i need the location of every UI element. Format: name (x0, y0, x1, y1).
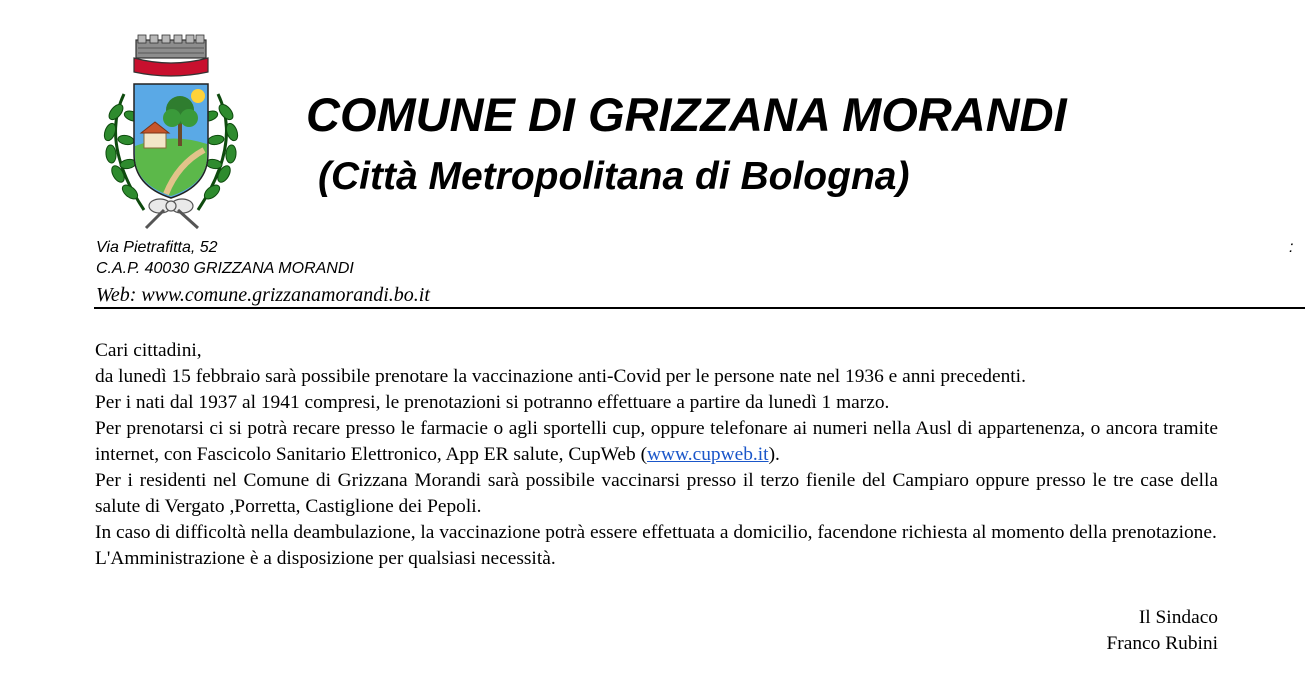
municipal-coat-of-arms (94, 34, 248, 230)
address-cap: C.A.P. 40030 GRIZZANA MORANDI (96, 260, 354, 277)
cupweb-link[interactable]: www.cupweb.it (647, 444, 769, 465)
letter-paragraph-4: Per i residenti nel Comune di Grizzana Morandi sarà possibile vaccinarsi presso il terzo fienile del Campiaro oppure presso le tre case della salute di Vergato ,Porretta, Castiglione dei Pepoli. (95, 470, 1218, 517)
mural-crown-icon (134, 35, 208, 76)
letter-greeting: Cari cittadini, (95, 340, 202, 361)
header-divider (94, 307, 1305, 309)
letter-line-1: da lunedì 15 febbraio sarà possibile prenotare la vaccinazione anti-Covid per le persone nate nel 1936 e anni precedenti. (95, 366, 1026, 387)
signature-block (1107, 605, 1219, 657)
letter-paragraph-6: L'Amministrazione è a disposizione per qualsiasi necessità. (95, 548, 556, 569)
address-web: Web: www.comune.grizzanamorandi.bo.it (96, 284, 430, 306)
letter-body (95, 338, 1218, 572)
signature-role: Il Sindaco (1138, 607, 1218, 628)
signature-name: Franco Rubini (1106, 633, 1218, 654)
letter-paragraph-3 (95, 416, 1218, 468)
paragraph-3-text: Per prenotarsi ci si potrà recare presso le farmacie o agli sportelli cup, oppure telefonare ai numeri nella Ausl di appartenenza, o ancora tramite internet, con Fascicolo Sanitario Elettronico, App ER salute, CupWeb ( (95, 418, 1218, 465)
address-street: Via Pietrafitta, 52 (96, 239, 218, 256)
page-title: COMUNE DI GRIZZANA MORANDI (306, 88, 1067, 141)
shield-icon (134, 84, 208, 198)
right-margin-mark: : (1289, 239, 1294, 256)
paragraph-3-closing: ). (768, 444, 780, 465)
page-subtitle: (Città Metropolitana di Bologna) (318, 155, 910, 198)
letter-paragraph-5: In caso di difficoltà nella deambulazione, la vaccinazione potrà essere effettuata a domicilio, facendone richiesta al momento della prenotazione. (95, 522, 1217, 543)
ribbon-bow-icon (146, 199, 198, 228)
letter-line-2: Per i nati dal 1937 al 1941 compresi, le prenotazioni si potranno effettuare a partire da lunedì 1 marzo. (95, 392, 890, 413)
